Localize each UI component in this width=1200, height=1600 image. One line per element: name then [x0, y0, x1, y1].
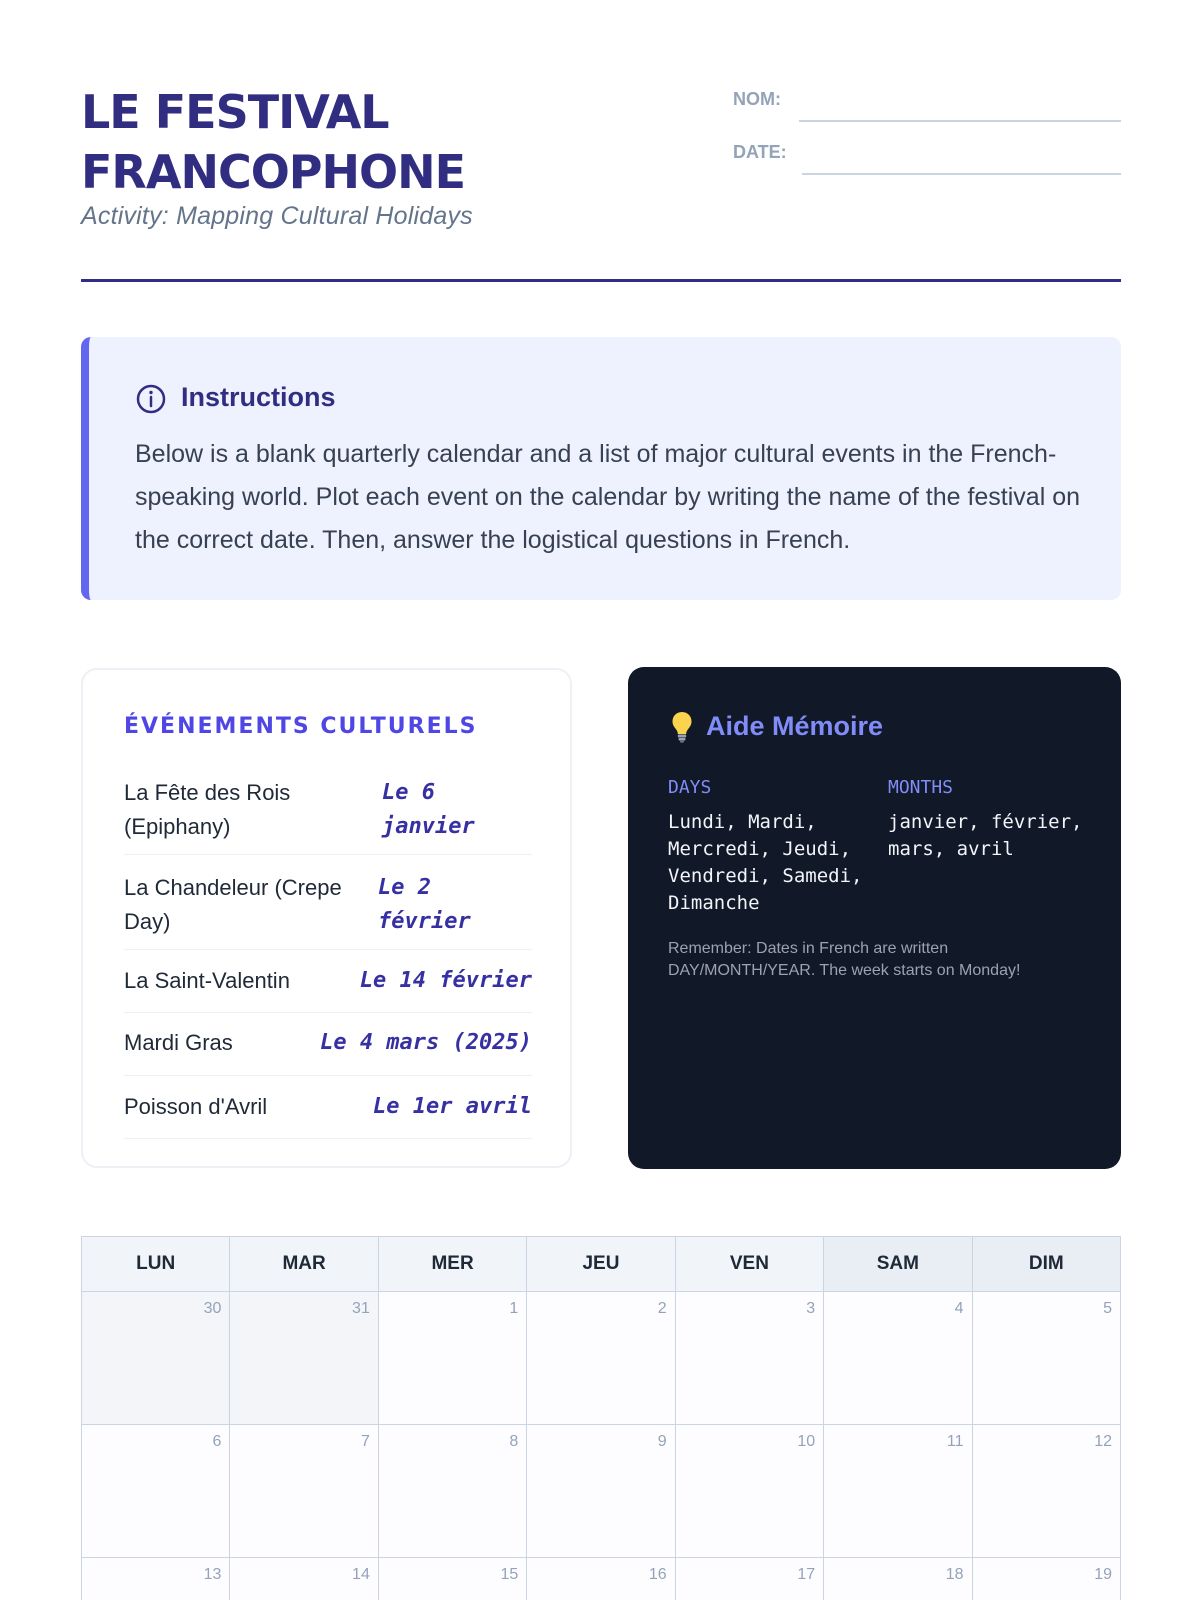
info-icon: [135, 383, 167, 415]
calendar-week-row: [82, 1292, 1121, 1425]
day-number: 1: [509, 1300, 519, 1317]
worksheet-page: [81, 0, 1121, 1600]
day-number: 18: [945, 1566, 964, 1583]
calendar-day-cell[interactable]: [824, 1292, 972, 1425]
day-header: MER: [378, 1237, 526, 1292]
calendar-day-cell[interactable]: [824, 1425, 972, 1558]
calendar-day-cell[interactable]: [230, 1558, 378, 1600]
quarterly-calendar: [81, 1236, 1121, 1600]
calendar-day-cell[interactable]: [972, 1558, 1120, 1600]
day-number: 6: [212, 1433, 222, 1450]
instructions-title: Instructions: [181, 382, 336, 412]
calendar-day-cell[interactable]: [527, 1558, 675, 1600]
day-header: MAR: [230, 1237, 378, 1292]
page-subtitle: Activity: Mapping Cultural Holidays: [81, 202, 473, 230]
date-field[interactable]: [733, 135, 1121, 175]
event-name: La Fête des Rois (Epiphany): [124, 780, 291, 839]
lightbulb-icon: [671, 711, 693, 743]
calendar-day-cell[interactable]: [675, 1558, 823, 1600]
page-title: [81, 82, 641, 202]
event-name: Poisson d'Avril: [124, 1094, 268, 1119]
aide-memoire-title: Aide Mémoire: [706, 711, 884, 741]
nom-input-line[interactable]: [799, 120, 1121, 122]
day-number: 16: [648, 1566, 667, 1583]
calendar-day-cell[interactable]: [230, 1292, 378, 1425]
event-name: La Chandeleur (Crepe Day): [124, 875, 342, 934]
day-number: 7: [360, 1433, 370, 1450]
calendar-day-cell[interactable]: [675, 1292, 823, 1425]
calendar-day-cell[interactable]: [824, 1558, 972, 1600]
day-header: JEU: [527, 1237, 675, 1292]
calendar-week-row: [82, 1425, 1121, 1558]
event-name: La Saint-Valentin: [124, 968, 290, 993]
day-number: 4: [954, 1300, 964, 1317]
calendar-day-cell[interactable]: [378, 1558, 526, 1600]
days-column: [668, 775, 868, 917]
months-heading: MONTHS: [888, 777, 954, 798]
calendar-day-cell[interactable]: [82, 1425, 230, 1558]
day-number: 13: [203, 1566, 222, 1583]
calendar-grid: [81, 1236, 1121, 1600]
days-list: Lundi, Mardi, Mercredi, Jeudi, Vendredi, Samedi, Dimanche: [668, 811, 863, 914]
day-header: VEN: [675, 1237, 823, 1292]
calendar-day-cell[interactable]: [972, 1292, 1120, 1425]
day-number: 14: [352, 1566, 370, 1583]
event-row: [124, 770, 532, 855]
day-number: 10: [797, 1433, 816, 1450]
calendar-day-cell[interactable]: [675, 1425, 823, 1558]
nom-label: NOM:: [733, 89, 781, 109]
title-line-1: LE FESTIVAL: [81, 85, 389, 139]
calendar-week-row: [82, 1558, 1121, 1600]
date-format-note: Remember: Dates in French are written DAY/MONTH/YEAR. The week starts on Monday!: [668, 940, 1021, 979]
day-number: 31: [352, 1300, 370, 1317]
event-date: Le 14 février: [359, 968, 532, 993]
day-number: 3: [806, 1300, 816, 1317]
header-divider: [81, 279, 1121, 282]
days-heading: DAYS: [668, 777, 712, 798]
nom-field[interactable]: [733, 82, 1121, 122]
worksheet-header: [81, 82, 1121, 282]
day-number: 2: [657, 1300, 667, 1317]
events-card: [81, 668, 572, 1168]
day-number: 5: [1103, 1300, 1112, 1317]
title-line-2: FRANCOPHONE: [81, 145, 466, 199]
day-number: 12: [1094, 1433, 1112, 1450]
day-number: 17: [797, 1566, 816, 1583]
day-number: 30: [203, 1300, 222, 1317]
aide-memoire-panel: [628, 667, 1121, 1169]
day-header: DIM: [972, 1237, 1120, 1292]
event-date: Le 6 janvier: [382, 780, 475, 839]
event-row: [124, 950, 532, 1013]
event-name: Mardi Gras: [124, 1030, 233, 1055]
event-row: [124, 1013, 532, 1076]
instructions-text: Below is a blank quarterly calendar and a list of major cultural events in the French-speaking world. Plot each event on the calendar by writing the name of the festival on the correct date. Then, answer the logistical questions in French.: [135, 440, 1081, 554]
calendar-day-cell[interactable]: [527, 1425, 675, 1558]
calendar-day-cell[interactable]: [378, 1292, 526, 1425]
day-number: 9: [657, 1433, 667, 1450]
calendar-day-cell[interactable]: [230, 1425, 378, 1558]
event-date: Le 1er avril: [373, 1094, 532, 1119]
day-number: 15: [500, 1566, 519, 1583]
calendar-day-cell[interactable]: [972, 1425, 1120, 1558]
date-label: DATE:: [733, 142, 787, 162]
event-date: Le 2 février: [378, 875, 471, 934]
event-date: Le 4 mars (2025): [320, 1030, 532, 1055]
day-header: LUN: [82, 1237, 230, 1292]
events-title: ÉVÉNEMENTS CULTURELS: [124, 714, 478, 739]
event-row: [124, 855, 532, 950]
date-input-line[interactable]: [802, 173, 1121, 175]
months-list: janvier, février, mars, avril: [888, 811, 1083, 860]
event-row: [124, 1076, 532, 1139]
calendar-header-row: [82, 1237, 1121, 1292]
instructions-box: [81, 337, 1121, 600]
day-number: 19: [1094, 1566, 1112, 1583]
day-header: SAM: [824, 1237, 972, 1292]
calendar-day-cell[interactable]: [82, 1292, 230, 1425]
events-list: [124, 770, 532, 1139]
day-number: 8: [509, 1433, 519, 1450]
calendar-day-cell[interactable]: [527, 1292, 675, 1425]
day-number: 11: [946, 1433, 964, 1450]
calendar-day-cell[interactable]: [378, 1425, 526, 1558]
calendar-day-cell[interactable]: [82, 1558, 230, 1600]
months-column: [888, 775, 1088, 863]
